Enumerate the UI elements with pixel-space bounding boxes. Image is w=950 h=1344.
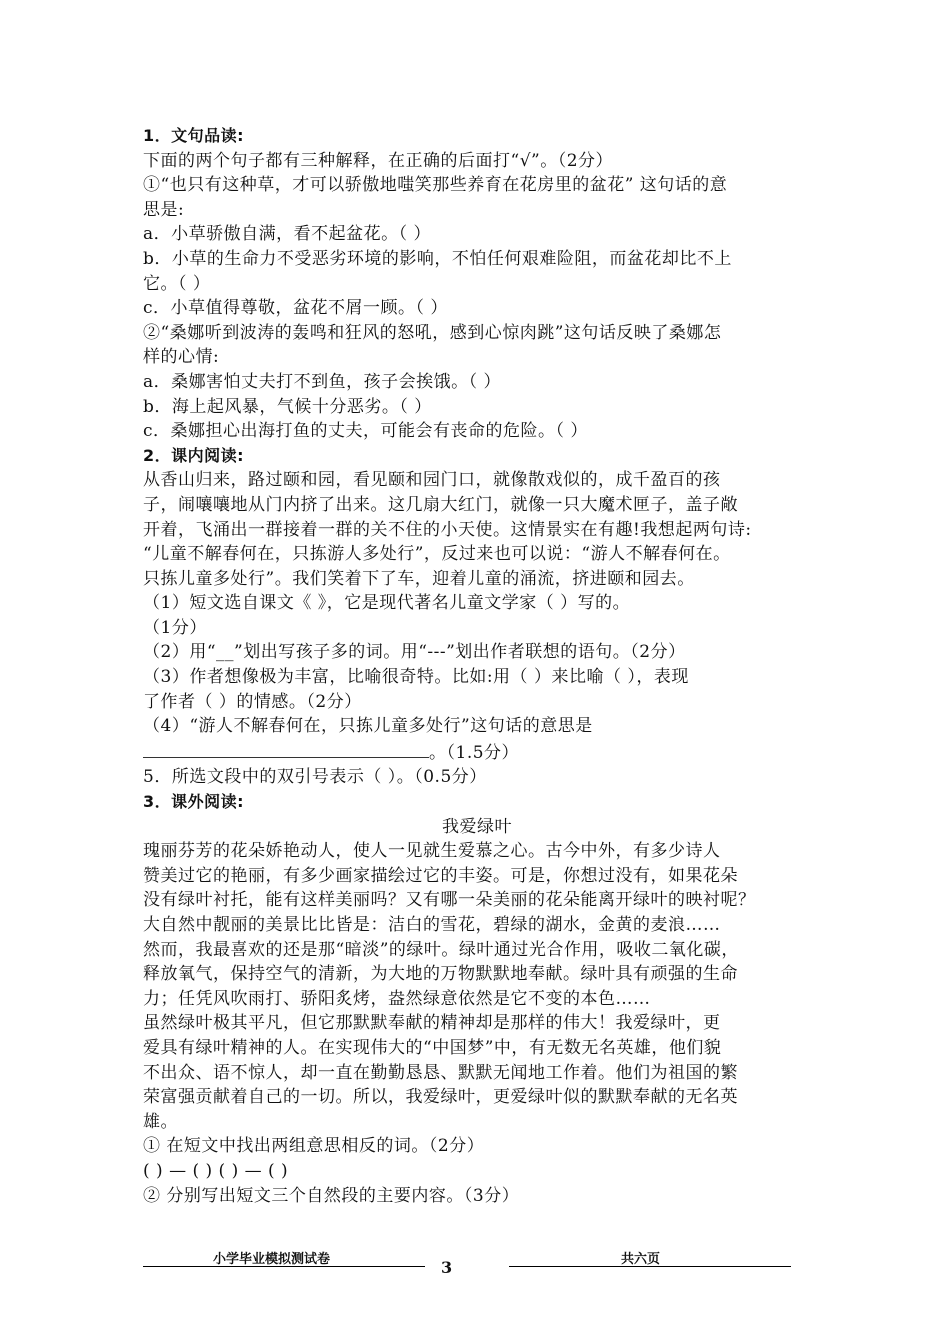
section2-passage-line3: 开着，飞涌出一群接着一群的关不住的小天使。这情景实在有趣!我想起两句诗: bbox=[143, 519, 752, 540]
footer-total-pages: 共六页 bbox=[621, 1252, 661, 1267]
section3-heading: 3．课外阅读: bbox=[143, 792, 245, 812]
answer-blank[interactable] bbox=[143, 739, 429, 758]
page-number: 3 bbox=[441, 1258, 453, 1277]
section3-p3-line4: 荣富强贡献着自己的一切。所以，我爱绿叶，更爱绿叶似的默默奉献的无名英 bbox=[143, 1087, 738, 1108]
section1-q2-line1: ②“桑娜听到波涛的轰鸣和狂风的怒吼，感到心惊肉跳”这句话反映了桑娜怎 bbox=[143, 322, 722, 343]
section3-q2: ② 分别写出短文三个自然段的主要内容。（3分） bbox=[143, 1185, 520, 1206]
section1-heading: 1．文句品读: bbox=[143, 126, 245, 145]
section3-p2-line4: 力；任凭风吹雨打、骄阳炙烤，盎然绿意依然是它不变的本色…… bbox=[143, 988, 651, 1009]
section3-q1: ① 在短文中找出两组意思相反的词。（2分） bbox=[143, 1136, 485, 1157]
section1-q2-option-c: c．桑娜担心出海打鱼的丈夫，可能会有丧命的危险。（ ） bbox=[143, 421, 588, 442]
section2-heading: 2．课内阅读: bbox=[143, 445, 245, 465]
section2-q4-score: 。（1.5分） bbox=[429, 742, 520, 763]
section2-q4-line2 bbox=[143, 739, 811, 766]
section3-p3-line5: 雄。 bbox=[143, 1111, 178, 1132]
exam-page bbox=[143, 124, 811, 1208]
section1-q1-line1: ①“也只有这种草，才可以骄傲地嗤笑那些养育在花房里的盆花” 这句话的意 bbox=[143, 175, 728, 196]
section1-q2-line2: 样的心情: bbox=[143, 347, 220, 368]
section3-p2-line1: 大自然中靓丽的美景比比皆是：洁白的雪花，碧绿的湖水，金黄的麦浪…… bbox=[143, 915, 721, 935]
section2-q3-line2: 了作者（ ）的情感。（2分） bbox=[143, 691, 362, 712]
section2-passage-line1: 从香山归来，路过颐和园，看见颐和园门口，就像散戏似的，成千盈百的孩 bbox=[143, 470, 721, 491]
section3-p2-line3: 释放氧气，保持空气的清新，为大地的万物默默地奉献。绿叶具有顽强的生命 bbox=[143, 964, 738, 985]
section2-q4-line1: （4）“游人不解春何在，只拣儿童多处行”这句话的意思是 bbox=[143, 716, 593, 737]
section1-q1-option-b-line2: 它。（ ） bbox=[143, 273, 211, 294]
section2-q5: 5．所选文段中的双引号表示（ ）。（0.5分） bbox=[143, 767, 487, 788]
section3-p3-line1: 虽然绿叶极其平凡，但它那默默奉献的精神却是那样的伟大！我爱绿叶，更 bbox=[143, 1013, 721, 1034]
section1-instruction: 下面的两个句子都有三种解释，在正确的后面打“√”。（2分） bbox=[143, 150, 614, 171]
section1-q2-option-a: a．桑娜害怕丈夫打不到鱼，孩子会挨饿。（ ） bbox=[143, 371, 502, 392]
section2-q1-line1: （1）短文选自课文《 》，它是现代著名儿童文学家（ ）写的。 bbox=[143, 593, 631, 614]
section2-q3-line1: （3）作者想像极为丰富，比喻很奇特。比如:用（ ）来比喻（ ），表现 bbox=[143, 667, 689, 688]
section2-passage-line2: 子，闹嚷嚷地从门内挤了出来。这几扇大红门，就像一只大魔术匣子，盖子敞 bbox=[143, 494, 738, 515]
footer-exam-title: 小学毕业模拟测试卷 bbox=[213, 1252, 331, 1267]
section3-p2-line2: 然而，我最喜欢的还是那“暗淡”的绿叶。绿叶通过光合作用，吸收二氧化碳， bbox=[143, 939, 739, 960]
section3-p3-line3: 不出众、语不惊人，却一直在勤勤恳恳、默默无闻地工作着。他们为祖国的繁 bbox=[143, 1062, 738, 1083]
section1-q2-option-b: b．海上起风暴，气候十分恶劣。（ ） bbox=[143, 396, 432, 417]
section1-q1-option-b-line1: b．小草的生命力不受恶劣环境的影响，不怕任何艰难险阻，而盆花却比不上 bbox=[143, 248, 732, 269]
section3-p1-line3: 没有绿叶衬托，能有这样美丽吗？又有哪一朵美丽的花朵能离开绿叶的映衬呢？ bbox=[143, 890, 756, 911]
section2-q2: （2）用“__”划出写孩子多的词。用“---”划出作者联想的语句。（2分） bbox=[143, 642, 686, 663]
section1-q1-option-c: c．小草值得尊敬，盆花不屑一顾。（ ） bbox=[143, 298, 448, 319]
section3-q1-blanks: ( ) — ( ) ( ) — ( ) bbox=[143, 1160, 289, 1181]
section2-q1-line2: （1分） bbox=[143, 617, 207, 638]
section1-q1-line2: 思是: bbox=[143, 199, 185, 220]
section3-article-title: 我爱绿叶 bbox=[442, 816, 512, 837]
section2-passage-line4: “儿童不解春何在，只拣游人多处行”，反过来也可以说：“游人不解春何在。 bbox=[143, 544, 731, 565]
section3-p1-line2: 赞美过它的艳丽，有多少画家描绘过它的丰姿。可是，你想过没有，如果花朵 bbox=[143, 865, 738, 886]
section1-q1-option-a: a．小草骄傲自满，看不起盆花。（ ） bbox=[143, 224, 432, 245]
section3-p1-line1: 瑰丽芬芳的花朵娇艳动人，使人一见就生爱慕之心。古今中外，有多少诗人 bbox=[143, 841, 721, 862]
section3-p3-line2: 爱具有绿叶精神的人。在实现伟大的“中国梦”中，有无数无名英雄，他们貌 bbox=[143, 1037, 722, 1058]
page-footer bbox=[143, 1244, 811, 1277]
section2-passage-line5: 只拣儿童多处行”。我们笑着下了车，迎着儿童的涌流，挤进颐和园去。 bbox=[143, 568, 695, 589]
